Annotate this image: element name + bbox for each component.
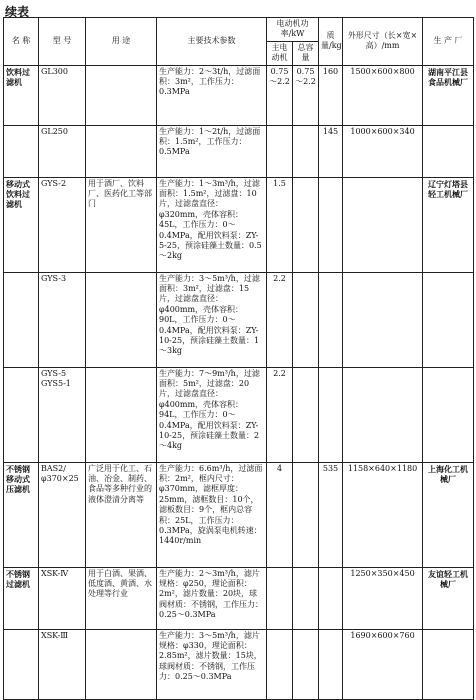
cell-total bbox=[293, 567, 319, 629]
cell-params: 生产能力：1～3m³/h，过滤面积：1.5m²，过滤盘：10片，过滤盘直径：φ320mm，壳体容积：45L，工作压力：0～0.4MPa，配用饮料泵：ZY-5-25，预涂硅藻土数量：0.5～2kg bbox=[157, 177, 267, 272]
cell-model: BAS2/φ370×25 bbox=[39, 462, 86, 567]
header-mass: 质量/kg bbox=[319, 18, 343, 66]
cell-model: GYS-5 GYS5-1 bbox=[39, 367, 86, 462]
header-maker: 生 产 厂 bbox=[423, 18, 474, 66]
cell-dims: 1250×350×450 bbox=[343, 567, 423, 629]
cell-maker: 上海化工机械厂 bbox=[423, 462, 474, 567]
header-params: 主要技术参数 bbox=[157, 18, 267, 66]
cell-motor bbox=[267, 629, 293, 699]
cell-dims: 1000×600×340 bbox=[343, 125, 423, 177]
cell-model: GL300 bbox=[39, 65, 86, 125]
table-row bbox=[4, 367, 474, 462]
cell-name: 不锈钢移动式压滤机 bbox=[4, 462, 39, 567]
cell-use bbox=[86, 367, 157, 462]
header-use: 用 途 bbox=[86, 18, 157, 66]
cell-motor: 2.2 bbox=[267, 272, 293, 367]
cell-name: 移动式饮料过滤机 bbox=[4, 177, 39, 272]
cell-params: 生产能力：2～3t/h，过滤面积：3m²，工作压力：0.3MPa bbox=[157, 65, 267, 125]
cell-model: GL250 bbox=[39, 125, 86, 177]
cell-name bbox=[4, 125, 39, 177]
cell-total bbox=[293, 462, 319, 567]
cell-mass bbox=[319, 567, 343, 629]
cell-mass bbox=[319, 272, 343, 367]
cell-maker bbox=[423, 367, 474, 462]
cell-params: 生产能力：7～9m³/h，过滤面积：5m²，过滤盘：20片，过滤盘直径：φ400mm，壳体容积：94L，工作压力：0～0.4MPa，配用饮料泵：ZY-10-25，预涂硅藻土数量：2～4kg bbox=[157, 367, 267, 462]
cell-params: 生产能力：2～3m³/h，滤片规格：φ250，理论面积：2m²，滤片数量：20块，球阀材质：不锈钢，工作压力：0.25～0.3MPa bbox=[157, 567, 267, 629]
header-power: 电动机功率/kW bbox=[267, 18, 319, 42]
cell-use bbox=[86, 629, 157, 699]
header-power-motor: 主电动机 bbox=[267, 41, 293, 65]
table-row bbox=[4, 567, 474, 629]
cell-motor: 2.2 bbox=[267, 367, 293, 462]
cell-mass: 535 bbox=[319, 462, 343, 567]
cell-name bbox=[4, 629, 39, 699]
table-row bbox=[4, 462, 474, 567]
cell-motor: 0.75～2.2 bbox=[267, 65, 293, 125]
cell-name: 饮料过滤机 bbox=[4, 65, 39, 125]
cell-dims: 1690×600×760 bbox=[343, 629, 423, 699]
cell-total bbox=[293, 272, 319, 367]
cell-model: XSK-Ⅳ bbox=[39, 567, 86, 629]
cell-mass: 160 bbox=[319, 65, 343, 125]
table-row bbox=[4, 629, 474, 699]
cell-model: GYS-2 bbox=[39, 177, 86, 272]
cell-use bbox=[86, 125, 157, 177]
cell-model: XSK-Ⅲ bbox=[39, 629, 86, 699]
cell-dims: 1158×640×1180 bbox=[343, 462, 423, 567]
cell-use: 用于酒厂、饮料厂、医药化工等部门 bbox=[86, 177, 157, 272]
cell-maker bbox=[423, 629, 474, 699]
cell-params: 生产能力：3～5m³/h，过滤面积：3m²，过滤盘：15片，过滤盘直径：φ400mm，壳体容积：90L，工作压力：0～0.4MPa，配用饮料泵：ZY-10-25，预涂硅藻土数量：1～3kg bbox=[157, 272, 267, 367]
cell-motor bbox=[267, 125, 293, 177]
cell-motor: 1.5 bbox=[267, 177, 293, 272]
cell-maker bbox=[423, 272, 474, 367]
cell-total bbox=[293, 177, 319, 272]
cell-dims bbox=[343, 272, 423, 367]
cell-params: 生产能力：6.6m³/h，过滤面积：2m²，框内尺寸：φ370mm，滤框厚度：25mm，滤框数目：10个，滤板数目：9个，框内总容积：25L，工作压力：0.3MPa，旋涡泵电机转速：1440r/min bbox=[157, 462, 267, 567]
cell-total bbox=[293, 125, 319, 177]
cell-name bbox=[4, 272, 39, 367]
cell-params: 生产能力：3～5m³/h，滤片规格：φ330，理论面积：2.85m²，滤片数量：15块，球阀材质：不锈钢，工作压力：0.25～0.3MPa bbox=[157, 629, 267, 699]
table-row bbox=[4, 65, 474, 125]
cell-total bbox=[293, 629, 319, 699]
cell-model: GYS-3 bbox=[39, 272, 86, 367]
cell-name bbox=[4, 367, 39, 462]
cell-total bbox=[293, 367, 319, 462]
cell-maker: 湖南平江县食品机械厂 bbox=[423, 65, 474, 125]
header-dims: 外形尺寸（长×宽×高）/mm bbox=[343, 18, 423, 66]
cell-params: 生产能力：1～2t/h，过滤面积：1.5m²，工作压力：0.5MPa bbox=[157, 125, 267, 177]
cell-use bbox=[86, 272, 157, 367]
header-model: 型 号 bbox=[39, 18, 86, 66]
table-row bbox=[4, 272, 474, 367]
cell-motor: 4 bbox=[267, 462, 293, 567]
cell-maker bbox=[423, 125, 474, 177]
cell-use: 广泛用于化工、石油、冶金、制药、食品等多种行业的液体澄清分离等 bbox=[86, 462, 157, 567]
continued-label: 续表 bbox=[5, 5, 30, 19]
header-name: 名 称 bbox=[4, 18, 39, 66]
cell-mass: 145 bbox=[319, 125, 343, 177]
cell-mass bbox=[319, 367, 343, 462]
header-power-total: 总容量 bbox=[293, 41, 319, 65]
cell-maker: 友谊轻工机械厂 bbox=[423, 567, 474, 629]
cell-dims bbox=[343, 177, 423, 272]
cell-total: 0.75～2.2 bbox=[293, 65, 319, 125]
equipment-table bbox=[3, 17, 474, 700]
cell-mass bbox=[319, 177, 343, 272]
cell-dims bbox=[343, 367, 423, 462]
table-row bbox=[4, 125, 474, 177]
table-row bbox=[4, 177, 474, 272]
cell-dims: 1500×600×800 bbox=[343, 65, 423, 125]
cell-mass bbox=[319, 629, 343, 699]
cell-motor bbox=[267, 567, 293, 629]
cell-use bbox=[86, 65, 157, 125]
cell-name: 不锈钢过滤机 bbox=[4, 567, 39, 629]
cell-use: 用于白酒、果酒、低度酒、黄酒、水处理等行业 bbox=[86, 567, 157, 629]
cell-maker: 辽宁灯塔县轻工机械厂 bbox=[423, 177, 474, 272]
